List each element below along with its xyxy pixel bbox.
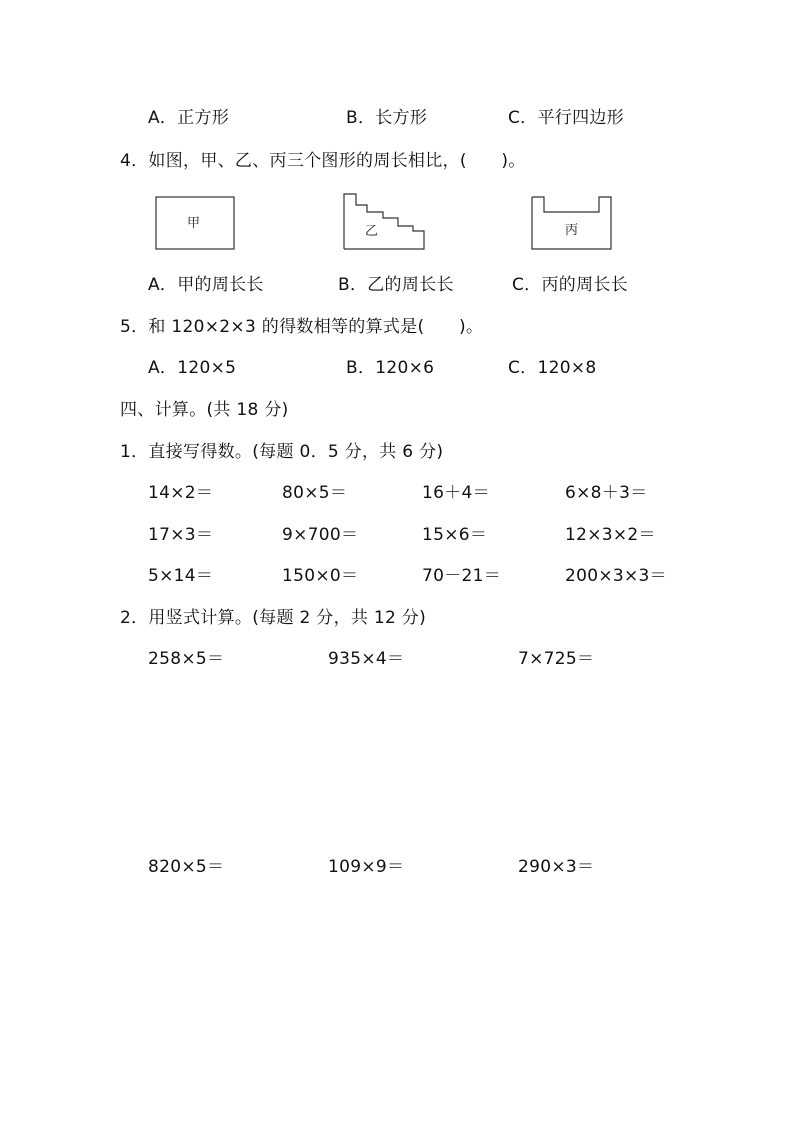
figure-yi: [343, 193, 425, 250]
section4-part2-title: 2．用竖式计算。(每题 2 分，共 12 分): [120, 608, 427, 628]
vertical-calc-item: 935×4＝: [328, 649, 405, 669]
q5-option-c: C．120×8: [508, 358, 597, 378]
q4-option-c: C．丙的周长长: [512, 275, 628, 295]
vertical-calc-item: 7×725＝: [518, 649, 595, 669]
q5-option-a: A．120×5: [148, 358, 237, 378]
calc-item: 9×700＝: [282, 525, 359, 545]
figure-bing: [531, 196, 612, 250]
calc-item: 200×3×3＝: [565, 566, 667, 586]
section4-title: 四、计算。(共 18 分): [120, 400, 289, 420]
calc-item: 150×0＝: [282, 566, 359, 586]
calc-item: 14×2＝: [148, 483, 214, 503]
vertical-calc-item: 109×9＝: [328, 857, 405, 877]
calc-item: 17×3＝: [148, 525, 214, 545]
calc-item: 70－21＝: [422, 566, 502, 586]
calc-item: 16＋4＝: [422, 483, 490, 503]
q3-option-a: A．正方形: [148, 108, 230, 128]
figure-jia: [155, 196, 235, 250]
calc-item: 15×6＝: [422, 525, 488, 545]
q4-option-b: B．乙的周长长: [338, 275, 454, 295]
q3-option-c: C．平行四边形: [508, 108, 624, 128]
q5-option-b: B．120×6: [346, 358, 435, 378]
figure-jia-label: 甲: [187, 216, 201, 231]
calc-item: 12×3×2＝: [565, 525, 656, 545]
vertical-calc-item: 820×5＝: [148, 857, 225, 877]
q4-stem: 4．如图，甲、乙、丙三个图形的周长相比，( )。: [120, 151, 526, 171]
q3-option-b: B．长方形: [346, 108, 428, 128]
figure-bing-label: 丙: [565, 223, 579, 238]
vertical-calc-item: 258×5＝: [148, 649, 225, 669]
figure-yi-label: 乙: [365, 224, 379, 239]
q5-stem: 5．和 120×2×3 的得数相等的算式是( )。: [120, 317, 484, 337]
vertical-calc-item: 290×3＝: [518, 857, 595, 877]
calc-item: 5×14＝: [148, 566, 214, 586]
figure-yi-shape: [343, 193, 425, 250]
calc-item: 80×5＝: [282, 483, 348, 503]
section4-part1-title: 1．直接写得数。(每题 0．5 分，共 6 分): [120, 442, 444, 462]
calc-item: 6×8＋3＝: [565, 483, 648, 503]
q4-option-a: A．甲的周长长: [148, 275, 264, 295]
